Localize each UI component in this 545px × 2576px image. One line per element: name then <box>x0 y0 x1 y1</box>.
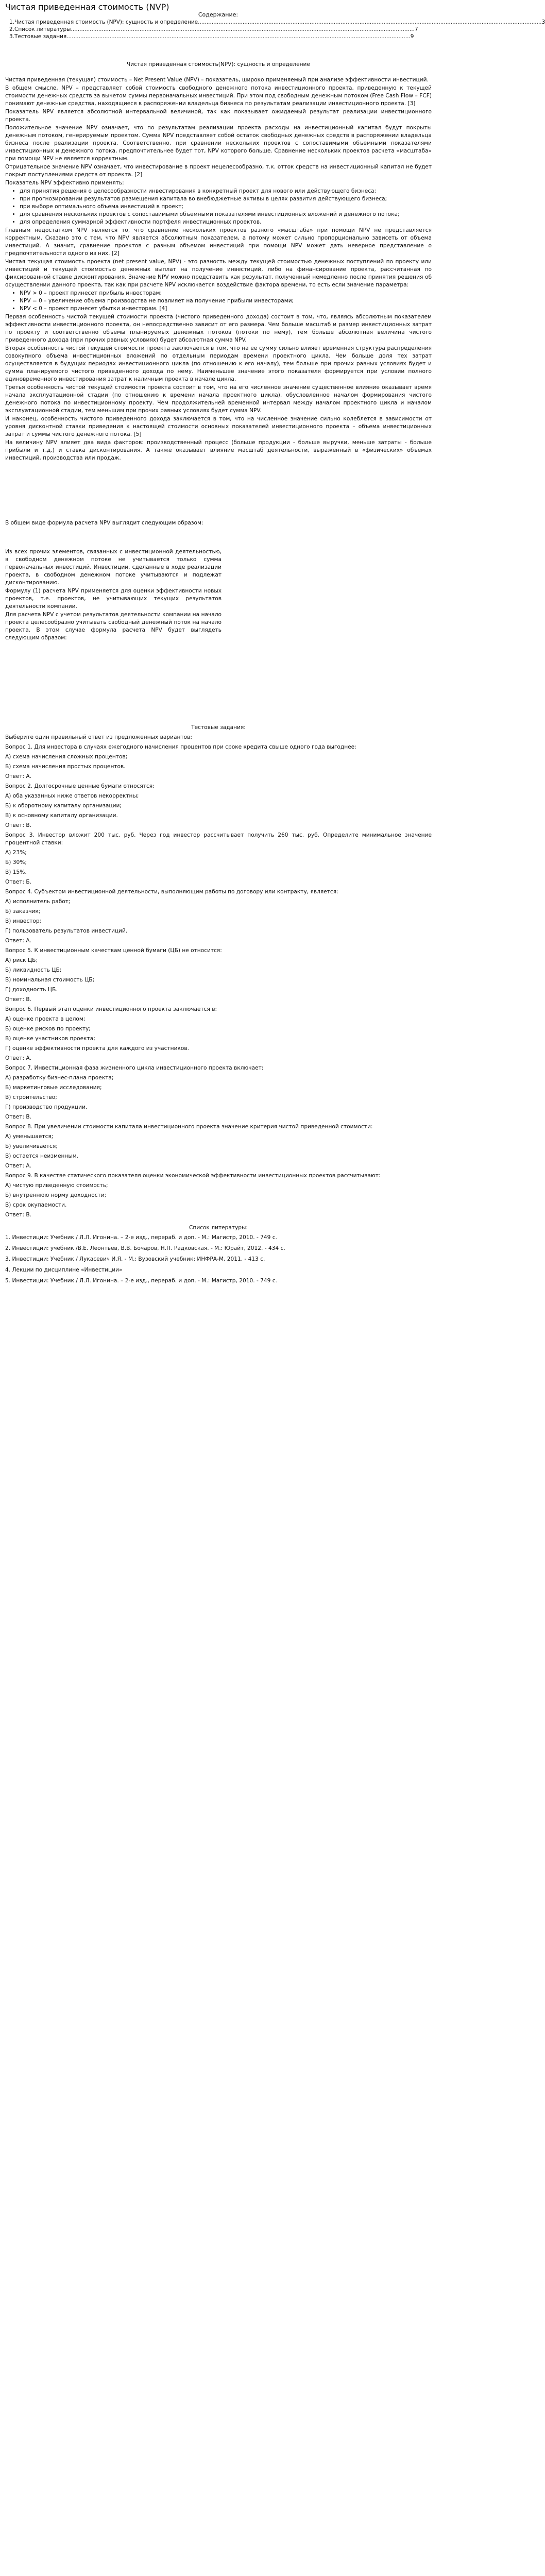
bullet-item: • при выборе оптимального объема инвестиций в проект; <box>20 203 432 211</box>
literature-list <box>5 1234 432 1285</box>
test-line: Г) производство продукции. <box>5 1104 88 1110</box>
toc-item-label: Список литературы <box>14 26 71 32</box>
test-line: А) риск ЦБ; <box>5 957 38 963</box>
test-line: Вопрос 6. Первый этап оценки инвестиционного проекта заключается в: <box>5 1006 217 1012</box>
test-line: В) инвестор; <box>5 918 42 924</box>
test-line: Г) оценке эффективности проекта для каждого из участников. <box>5 1045 189 1052</box>
bullet-item: • NPV > 0 – проект принесет прибыль инвесторам; <box>20 290 432 297</box>
paragraph: На величину NPV влияет два вида факторов: производственный процесс (больше продукции - больше выручки, меньше затраты - больше прибыли и т.д.) и ставка дисконтирования. А также оказывает влияние масштаб деятельности, выраженный в «физических» объемах инвестиций, производства или продаж. <box>5 439 432 461</box>
test-line: Ответ: А. <box>5 773 31 779</box>
tests-intro: Выберите один правильный ответ из предложенных вариантов: <box>5 734 192 740</box>
bullet-item: • для принятия решения о целесообразности инвестирования в конкретный проект для нового или действующего бизнеса; <box>20 188 432 195</box>
test-line: Г) пользователь результатов инвестиций. <box>5 928 128 934</box>
test-line: А) разработку бизнес-плана проекта; <box>5 1075 114 1081</box>
toc-item[interactable] <box>9 19 545 26</box>
table-of-contents <box>9 19 545 40</box>
bullet-item: • NPV = 0 – увеличение объема производства не повлияет на получение прибыли инвесторами; <box>20 297 432 305</box>
paragraph: Показатель NPV эффективно применять: <box>5 180 124 186</box>
document-title: Чистая приведенная стоимость (NVP) <box>5 2 169 12</box>
test-line: В) 15%. <box>5 869 27 875</box>
test-line: Ответ: В. <box>5 996 32 1003</box>
paragraph: Положительное значение NPV означает, что по результатам реализации проекта расходы на инвестиционный капитал будут покрыты денежным потоком, генерируемым проектом. Сумма NPV представляет собой остаток свободных денежных средств в распоряжении владельца бизнеса после реализации проекта. Соответственно, при сравнении нескольких проектов с сопоставимыми объемными показателями инвестиционных и денежного потока, предпочтительнее будет тот, NPV которого больше. Сравнение нескольких проектов расчета «масштаба» при помощи NPV не является корректным. <box>5 125 432 162</box>
test-line: В) оценке участников проекта; <box>5 1036 95 1042</box>
tests-list <box>5 743 432 1219</box>
paragraph: Вторая особенность чистой текущей стоимости проекта заключается в том, что на ее сумму сильно влияет временная структура распределения совокупного объема инвестиционных вложений по отдельным периодам времени проектного цикла. Чем больше доля тех затрат осуществляется в будущих периодах инвестиционного цикла (по отношению к его началу), тем больше при прочих равных условиях будет и сумма планируемого чистого приведенного дохода по нему. Наименьшее значение этого показателя формируется при условии полного единовременного инвестирования затрат к наличным проекта в начале цикла. <box>5 345 432 382</box>
test-line: Вопрос 7. Инвестиционная фаза жизненного цикла инвестиционного проекта включает: <box>5 1065 264 1071</box>
toc-item-number: 2. <box>9 26 15 32</box>
paragraph-group-b <box>5 227 432 289</box>
bullet-item: • NPV < 0 – проект принесет убытки инвесторам. [4] <box>20 305 432 313</box>
bullet-list-b <box>5 290 432 313</box>
paragraph: Первая особенность чистой текущей стоимости проекта (чистого приведенного дохода) состоит в том, что, являясь абсолютным показателем эффективности инвестиционного проекта, он непосредственно зависит от его размера. Чем больше масштаб и размер инвестиционных затрат по проекту и соответственно объемы планируемых денежных потоков (потоки по нему), тем больше абсолютная величина чистого приведенного дохода (при прочих равных условиях) будет абсолютная сумма NPV. <box>5 314 432 343</box>
toc-item-label: Чистая приведенная стоимость (NPV): сущность и определение <box>14 19 198 25</box>
test-line: А) схема начисления сложных процентов; <box>5 754 128 760</box>
paragraph: Отрицательное значение NPV означает, что инвестирование в проект нецелесообразно, т.к. отток средств на инвестиционный капитал не будет покрыт поступлениями средств от проекта. [2] <box>5 164 432 178</box>
toc-item-page: 9 <box>410 33 414 40</box>
section-heading: Чистая приведенная стоимость(NPV): сущность и определение <box>127 61 310 67</box>
test-line: Г) доходность ЦБ. <box>5 987 58 993</box>
test-line: В) номинальная стоимость ЦБ; <box>5 977 95 983</box>
literature-heading: Список литературы: <box>189 1225 248 1231</box>
test-line: В) строительство; <box>5 1094 57 1100</box>
tests-heading: Тестовые задания: <box>191 724 246 731</box>
test-line: Б) ликвидность ЦБ; <box>5 967 62 973</box>
test-line: А) оба указанных ниже ответов некорректны; <box>5 793 139 799</box>
literature-item: 1. Инвестиции: Учебник / Л.Л. Игонина. – 2-е изд., перераб. и доп. - М.: Магистр, 2010. - 749 с. <box>5 1234 277 1241</box>
paragraph: Для расчета NPV с учетом результатов деятельности компании на начало проекта целесообразно учитывать свободный денежный поток на начало проекта. В этом случае формула расчета NPV будет выглядеть следующим образом: <box>5 612 222 641</box>
literature-item: 2. Инвестиции: учебник /В.Е. Леонтьев, В.В. Бочаров, Н.П. Радковская. - М.: Юрайт, 2012. - 434 с. <box>5 1245 285 1251</box>
test-line: Вопрос 8. При увеличении стоимости капитала инвестиционного проекта значение критерия чистой приведенной стоимости: <box>5 1124 373 1130</box>
toc-leader-dots: ........................................................................................................................................................................................................ <box>198 19 542 25</box>
toc-item-page: 7 <box>414 26 418 32</box>
test-line: А) исполнитель работ; <box>5 899 71 905</box>
paragraph: Третья особенность чистой текущей стоимости проекта состоит в том, что на его численное значение существенное влияние оказывает время начала эксплуатационной стадии (по отношению к времени начала проектного цикла), обусловленное началом формирования чистого денежного потока по инвестиционному проекту. Чем продолжительней временной интервал между началом проектного цикла и началом эксплуатационной стадии, тем меньшим при прочих равных условиях будет сумма NPV. <box>5 384 432 414</box>
bullet-item: • для сравнения нескольких проектов с сопоставимыми объемными показателями инвестиционных вложений и денежного потока; <box>20 211 432 218</box>
paragraph: Чистая приведенная (текущая) стоимость – Net Present Value (NPV) – показатель, широко применяемый при анализе эффективности инвестиций. <box>5 77 429 83</box>
bullet-item: • при прогнозировании результатов размещения капитала во внебюджетные активы в целях развития действующего бизнеса; <box>20 195 432 203</box>
paragraph: Чистая текущая стоимость проекта (net present value, NPV) - это разность между текущей стоимостью денежных поступлений по проекту или инвестиций и текущей стоимостью денежных выплат на получение инвестиций, либо на финансирование проекта, рассчитанная по фиксированной ставке дисконтирования. Значение NPV можно представить как результат, полученный немедленно после принятия решения об осуществлении данного проекта, так как при расчете NPV исключается воздействие фактора времени, то есть если значение параметра: <box>5 259 432 288</box>
formula-area <box>5 463 432 519</box>
test-line: В) остается неизменным. <box>5 1153 79 1159</box>
test-line: Ответ: В. <box>5 1114 32 1120</box>
formula-area <box>5 642 432 720</box>
test-line: Б) увеличивается; <box>5 1143 58 1149</box>
literature-item: 5. Инвестиции: Учебник / Л.Л. Игонина. – 2-е изд., перераб. и доп. - М.: Магистр, 2010. - 749 с. <box>5 1278 277 1284</box>
toc-heading: Содержание: <box>198 11 239 18</box>
test-line: Вопрос 3. Инвестор вложит 200 тыс. руб. Через год инвестор рассчитывает получить 260 тыс. руб. Определите минимальное значение процентной ставки: <box>5 832 432 846</box>
test-line: Ответ: А. <box>5 938 31 944</box>
test-line: Б) оценке рисков по проекту; <box>5 1026 91 1032</box>
paragraph: Формулу (1) расчета NPV применяется для оценки эффективности новых проектов, т.е. проектов, не учитывающих текущих результатов деятельности компании. <box>5 588 222 609</box>
test-line: Вопрос 2. Долгосрочные ценные бумаги относятся: <box>5 783 155 789</box>
bullet-list-a <box>5 188 432 226</box>
paragraph: И наконец, особенность чистого приведенного дохода заключается в том, что на численное значение сильно колеблется в зависимости от уровня дисконтной ставки приведения к настоящей стоимости основных показателей инвестиционного проекта – объема инвестиционных затрат и суммы чистого денежного потока. [5] <box>5 416 432 437</box>
test-line: А) чистую приведенную стоимость; <box>5 1182 108 1189</box>
test-line: Вопрос 9. В качестве статического показателя оценки экономической эффективности инвестиционных проектов рассчитывают: <box>5 1173 381 1179</box>
document-body <box>5 61 432 1288</box>
paragraph-group-a <box>5 76 432 187</box>
test-line: В) к основному капиталу организации. <box>5 812 118 819</box>
literature-item: 4. Лекции по дисциплине «Инвестиции» <box>5 1267 123 1273</box>
test-line: Б) маркетинговые исследования; <box>5 1084 102 1091</box>
paragraph-group-d <box>5 548 222 642</box>
formula-area <box>5 528 432 548</box>
test-line: Вопрос 4. Субъектом инвестиционной деятельности, выполняющим работы по договору или контракту, является: <box>5 889 338 895</box>
paragraph: Главным недостатком NPV является то, что сравнение нескольких проектов разного «масштаба» при помощи NPV не представляется корректным. Сказано это с тем, что NPV является абсолютным показателем, а потому может сильно пропорционально зависеть от объема инвестиций. А значит, сравнение проектов с разным объемом инвестиций при помощи NPV может дать неверное представление о предпочтительности одного из них. [2] <box>5 227 432 257</box>
paragraph: Показатель NPV является абсолютной интервальной величиной, так как показывает ожидаемый результат реализации инвестиционного проекта. <box>5 109 432 123</box>
toc-item[interactable] <box>9 33 414 40</box>
test-line: Ответ: Б. <box>5 879 32 885</box>
paragraph: В общем смысле, NPV – представляет собой стоимость свободного денежного потока инвестиционного проекта, приведенную к текущей стоимости денежных средств за вычетом суммы первоначальных инвестиций. При этом под свободным денежным потоком (Free Cash Flow – FCF) понимают денежные средства, находящиеся в распоряжении владельца бизнеса по результатам реализации инвестиционного проекта. [3] <box>5 85 432 107</box>
toc-item-label: Тестовые задания <box>14 33 67 40</box>
test-line: А) оценке проекта в целом; <box>5 1016 86 1022</box>
paragraph-group-c <box>5 313 432 462</box>
test-line: Ответ: А. <box>5 1055 31 1061</box>
test-line: Б) заказчик; <box>5 908 41 914</box>
test-line: Ответ: В. <box>5 1212 32 1218</box>
toc-leader-dots: ........................................................................................................................................................................................................ <box>66 33 411 40</box>
test-line: А) уменьшается; <box>5 1133 54 1140</box>
literature-item: 3. Инвестиции: Учебник / Лукасевич И.Я. - М.: Вузовский учебник: ИНФРА-М, 2011. - 413 с. <box>5 1256 265 1262</box>
test-line: Ответ: А. <box>5 1163 31 1169</box>
test-line: Б) схема начисления простых процентов. <box>5 764 126 770</box>
test-line: Б) к оборотному капиталу организации; <box>5 803 122 809</box>
test-line: Вопрос 5. К инвестиционным качествам ценной бумаги (ЦБ) не относится: <box>5 947 222 954</box>
test-line: А) 23%; <box>5 850 27 856</box>
bullet-item: • для определения суммарной эффективности портфеля инвестиционных проектов. <box>20 218 432 226</box>
test-line: Вопрос 1. Для инвестора в случаях ежегодного начисления процентов при сроке кредита свыше одного года выгоднее: <box>5 744 356 750</box>
test-line: Б) 30%; <box>5 859 27 866</box>
toc-item-number: 3. <box>9 33 15 40</box>
toc-item[interactable] <box>9 26 418 33</box>
formula-intro: В общем виде формула расчета NPV выглядит следующим образом: <box>5 520 203 526</box>
toc-leader-dots: ........................................................................................................................................................................................................ <box>71 26 415 32</box>
test-line: Ответ: В. <box>5 822 32 828</box>
test-line: Б) внутреннюю норму доходности; <box>5 1192 107 1198</box>
paragraph: Из всех прочих элементов, связанных с инвестиционной деятельностью, в свободном денежном потоке не учитывается только сумма первоначальных инвестиций. Инвестиции, сделанные в ходе реализации проекта, в свободном денежном потоке учитываются и подлежат дисконтированию. <box>5 549 222 586</box>
toc-item-number: 1. <box>9 19 15 25</box>
toc-item-page: 3 <box>541 19 545 25</box>
test-line: В) срок окупаемости. <box>5 1202 67 1208</box>
